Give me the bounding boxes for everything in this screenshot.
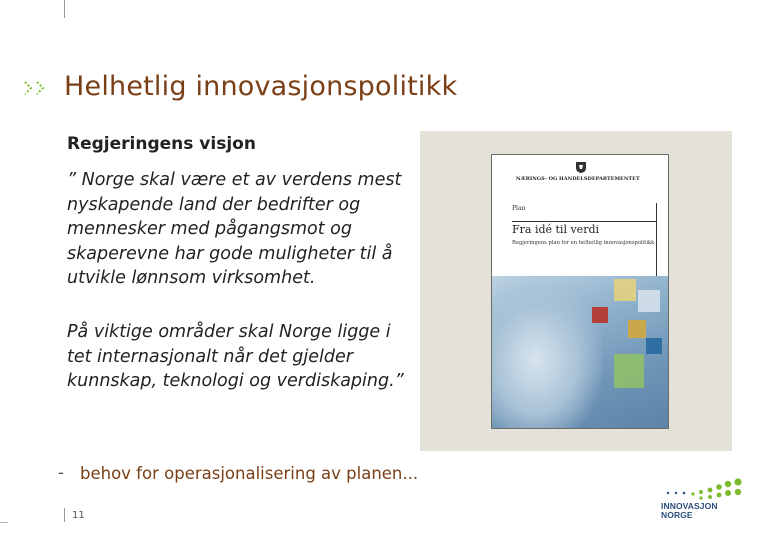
vision-quote-paragraph-1: ” Norge skal være et av verdens mest nyskapende land der bedrifter og mennesker med pågangsmot og skaperevne har gode muligheter til å utvikle lønnsom virksomhet.: [67, 170, 402, 288]
bottom-left-tick: [0, 522, 8, 523]
bullet-text: behov for operasjonalisering av planen...: [80, 464, 419, 483]
cover-square-gold: [628, 320, 646, 338]
cover-subtitle: Regjeringens plan for en helhetlig innovasjonspolitikk: [512, 240, 655, 246]
innovasjon-norge-logo-icon: [660, 478, 742, 502]
top-divider-line: [64, 0, 65, 18]
logo-text-line-2: NORGE: [661, 510, 693, 520]
cover-vertical-rule: [656, 203, 657, 276]
report-cover: [491, 154, 669, 429]
crest-icon: [574, 161, 588, 174]
cover-square-blue: [646, 338, 662, 354]
chevron-bullet-icon: [24, 80, 48, 96]
cover-face-graphic: [492, 276, 602, 428]
section-heading: Regjeringens visjon: [67, 134, 256, 154]
cover-square-yellow: [614, 279, 636, 301]
cover-title: Fra idé til verdi: [512, 223, 600, 236]
bullet-dash: -: [58, 463, 64, 482]
cover-square-light: [638, 290, 660, 312]
vision-quote-paragraph-2: På viktige områder skal Norge ligge i tet internasjonalt når det gjelder kunnskap, teknologi og verdiskaping.”: [67, 322, 404, 391]
cover-rule: [512, 221, 656, 222]
footer-divider-line: [64, 508, 65, 522]
cover-label: Plan: [512, 205, 526, 212]
logo-text-line-1: INNOVASJON: [661, 501, 718, 511]
cover-ministry-name: NÆRINGS- OG HANDELSDEPARTEMENTET: [516, 176, 640, 182]
page-number: 11: [72, 510, 85, 521]
slide-title: Helhetlig innovasjonspolitikk: [64, 71, 458, 102]
cover-artwork: [492, 276, 668, 428]
cover-square-red: [592, 307, 608, 323]
cover-square-green: [614, 354, 644, 388]
